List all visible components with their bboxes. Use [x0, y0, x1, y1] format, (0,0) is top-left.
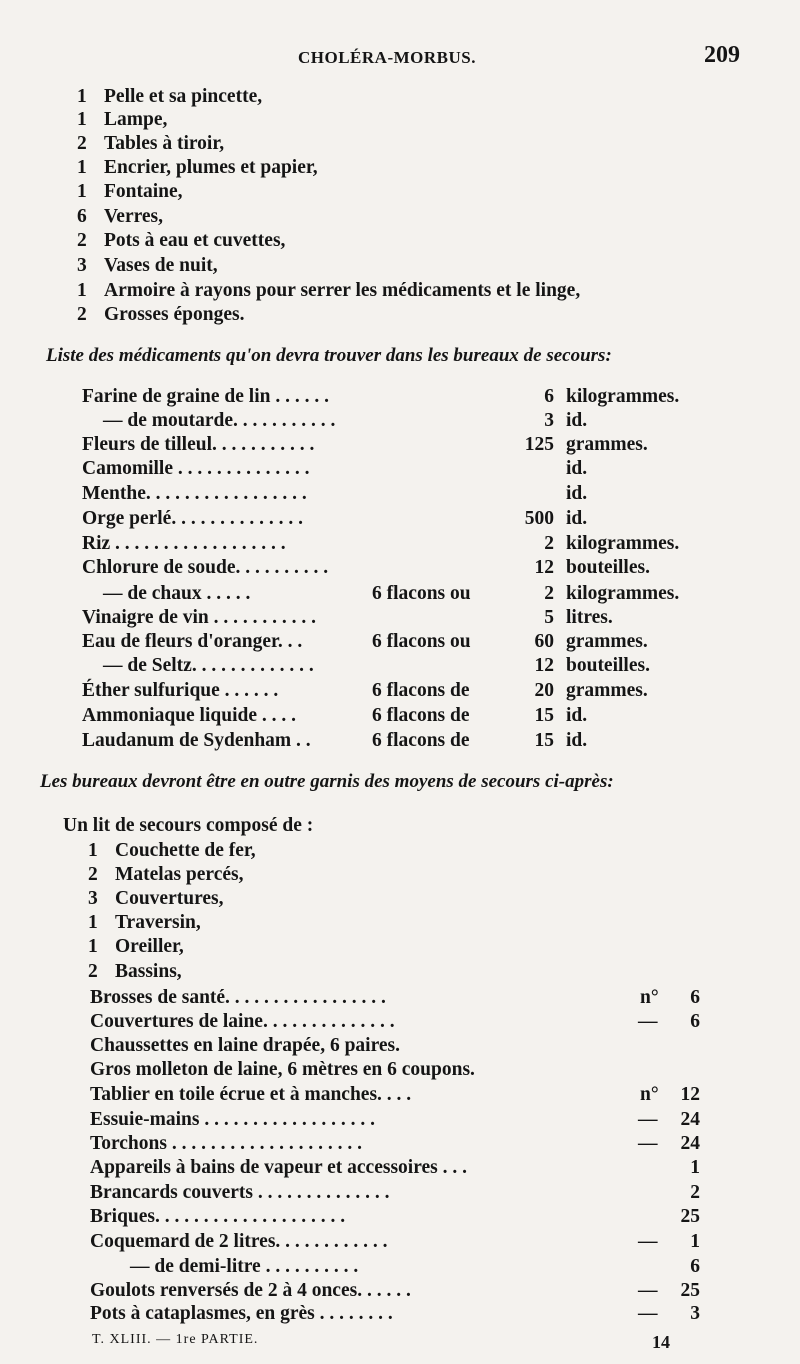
secours-item — [0, 1084, 800, 1108]
medicament-amount: 12 — [534, 655, 554, 676]
medicament-name: Farine de graine de lin . . . . . . — [82, 386, 329, 407]
lit-title-text: Un lit de secours composé de : — [63, 815, 314, 836]
medicament-amount: 3 — [544, 410, 554, 431]
item-quantity: 2 — [77, 304, 87, 325]
item-quantity: 1 — [88, 912, 98, 933]
furniture-item — [0, 255, 800, 279]
item-label: Pelle et sa pincette, — [104, 86, 263, 107]
item-label: Tables à tiroir, — [104, 133, 225, 154]
item-label: Encrier, plumes et papier, — [104, 157, 318, 178]
medicament-amount: 2 — [544, 533, 554, 554]
item-prefix: — — [638, 1011, 658, 1032]
item-label: — de demi-litre . . . . . . . . . . — [130, 1256, 359, 1277]
item-quantity: 1 — [77, 157, 87, 178]
medicament-unit: id. — [566, 508, 588, 529]
item-quantity: 1 — [690, 1157, 700, 1178]
medicament-name: Ammoniaque liquide . . . . — [82, 705, 296, 726]
item-quantity: 1 — [88, 840, 98, 861]
medicament-amount: 500 — [524, 508, 554, 529]
item-label: Fontaine, — [104, 181, 183, 202]
item-prefix: — — [638, 1280, 658, 1301]
medicament-flacons: 6 flacons ou — [372, 583, 471, 604]
item-quantity: 24 — [680, 1133, 700, 1154]
lit-item — [0, 864, 800, 888]
item-label: Coquemard de 2 litres. . . . . . . . . . . . — [90, 1231, 388, 1252]
secours-item — [0, 1182, 800, 1206]
medicament-unit: bouteilles. — [566, 557, 650, 578]
item-quantity: 12 — [680, 1084, 700, 1105]
medicament-amount: 15 — [534, 730, 554, 751]
medicament-row — [0, 533, 800, 557]
medicament-row — [0, 730, 800, 754]
item-label: Goulots renversés de 2 à 4 onces. . . . . . — [90, 1280, 411, 1301]
medicament-row — [0, 655, 800, 679]
medicament-unit: id. — [566, 483, 588, 504]
sheet-number: 14 — [652, 1332, 670, 1352]
furniture-item — [0, 304, 800, 328]
medicament-name: — de chaux . . . . . — [103, 583, 251, 604]
item-quantity: 2 — [77, 133, 87, 154]
furniture-item — [0, 133, 800, 157]
item-label: Couvertures, — [115, 888, 224, 909]
item-prefix: — — [638, 1231, 658, 1252]
medicament-amount: 5 — [544, 607, 554, 628]
item-label: Brosses de santé. . . . . . . . . . . . . . . . . — [90, 987, 386, 1008]
secours-item — [0, 987, 800, 1011]
item-prefix: n° — [640, 1084, 659, 1105]
lit-item — [0, 840, 800, 864]
item-label: Couchette de fer, — [115, 840, 256, 861]
item-label: Couvertures de laine. . . . . . . . . . . . . . — [90, 1011, 395, 1032]
item-quantity: 25 — [680, 1206, 700, 1227]
medicament-row — [0, 583, 800, 607]
medicament-unit: id. — [566, 730, 588, 751]
secours-item — [0, 1011, 800, 1035]
medicament-amount: 60 — [534, 631, 554, 652]
medicament-unit: bouteilles. — [566, 655, 650, 676]
furniture-item — [0, 109, 800, 133]
page-header — [0, 42, 800, 72]
medicament-row — [0, 434, 800, 458]
medicament-row — [0, 631, 800, 655]
furniture-item — [0, 206, 800, 230]
lit-title — [0, 815, 800, 839]
heading-text: Les bureaux devront être en outre garnis des moyens de secours ci-après: — [40, 771, 614, 792]
item-quantity: 25 — [680, 1280, 700, 1301]
item-prefix: n° — [640, 987, 659, 1008]
lit-item — [0, 912, 800, 936]
item-quantity: 1 — [77, 109, 87, 130]
item-prefix: — — [638, 1109, 658, 1130]
secours-item — [0, 1231, 800, 1255]
item-quantity: 3 — [77, 255, 87, 276]
medicament-name: Riz . . . . . . . . . . . . . . . . . . — [82, 533, 286, 554]
furniture-item — [0, 230, 800, 254]
item-quantity: 3 — [690, 1303, 700, 1324]
medicament-name: — de Seltz. . . . . . . . . . . . . — [103, 655, 314, 676]
medicament-unit: grammes. — [566, 434, 648, 455]
medicament-name: Camomille . . . . . . . . . . . . . . — [82, 458, 310, 479]
item-label: Appareils à bains de vapeur et accessoires . . . — [90, 1157, 468, 1178]
item-quantity: 1 — [77, 86, 87, 107]
furniture-item — [0, 280, 800, 304]
medicament-row — [0, 607, 800, 631]
item-label: Armoire à rayons pour serrer les médicaments et le linge, — [104, 280, 581, 301]
medicament-name: — de moutarde. . . . . . . . . . . — [103, 410, 336, 431]
item-label: Torchons . . . . . . . . . . . . . . . . . . . . — [90, 1133, 362, 1154]
item-quantity: 6 — [690, 987, 700, 1008]
item-quantity: 2 — [88, 864, 98, 885]
medicament-flacons: 6 flacons ou — [372, 631, 471, 652]
medicament-unit: grammes. — [566, 631, 648, 652]
item-quantity: 1 — [690, 1231, 700, 1252]
item-label: Matelas percés, — [115, 864, 244, 885]
medicament-row — [0, 557, 800, 581]
medicament-flacons: 6 flacons de — [372, 730, 470, 751]
medicament-amount: 2 — [544, 583, 554, 604]
medicament-unit: kilogrammes. — [566, 583, 680, 604]
item-quantity: 1 — [88, 936, 98, 957]
item-label: Gros molleton de laine, 6 mètres en 6 coupons. — [90, 1059, 475, 1080]
item-label: Grosses éponges. — [104, 304, 245, 325]
medicament-unit: id. — [566, 705, 588, 726]
item-label: Tablier en toile écrue et à manches. . . . — [90, 1084, 412, 1105]
item-label: Oreiller, — [115, 936, 184, 957]
item-quantity: 24 — [680, 1109, 700, 1130]
medicament-name: Orge perlé. . . . . . . . . . . . . . — [82, 508, 303, 529]
medicament-name: Chlorure de soude. . . . . . . . . . — [82, 557, 329, 578]
item-label: Traversin, — [115, 912, 201, 933]
furniture-item — [0, 157, 800, 181]
medicament-flacons: 6 flacons de — [372, 705, 470, 726]
item-quantity: 3 — [88, 888, 98, 909]
secours-item — [0, 1059, 800, 1083]
item-label: Briques. . . . . . . . . . . . . . . . . . . . — [90, 1206, 346, 1227]
medicament-amount: 125 — [524, 434, 554, 455]
item-label: Vases de nuit, — [104, 255, 218, 276]
medicament-unit: grammes. — [566, 680, 648, 701]
item-quantity: 2 — [88, 961, 98, 982]
medicament-name: Menthe. . . . . . . . . . . . . . . . . — [82, 483, 307, 504]
medicament-amount: 12 — [534, 557, 554, 578]
medicament-row — [0, 680, 800, 704]
medicament-unit: litres. — [566, 607, 613, 628]
item-quantity: 1 — [77, 280, 87, 301]
medicament-name: Vinaigre de vin . . . . . . . . . . . — [82, 607, 317, 628]
item-label: Verres, — [104, 206, 164, 227]
secours-item — [0, 1303, 800, 1327]
item-quantity: 2 — [77, 230, 87, 251]
item-prefix: — — [638, 1303, 658, 1324]
medicaments-heading — [0, 345, 800, 369]
secours-item — [0, 1133, 800, 1157]
item-label: Pots à cataplasmes, en grès . . . . . . . . — [90, 1303, 393, 1324]
medicament-name: Laudanum de Sydenham . . — [82, 730, 311, 751]
medicament-amount: 20 — [534, 680, 554, 701]
lit-item — [0, 888, 800, 912]
item-label: Bassins, — [115, 961, 182, 982]
medicament-row — [0, 386, 800, 410]
item-label: Brancards couverts . . . . . . . . . . . . . . — [90, 1182, 390, 1203]
signature-mark: T. XLIII. — 1re PARTIE. — [92, 1332, 259, 1347]
medicament-unit: kilogrammes. — [566, 386, 680, 407]
item-quantity: 6 — [690, 1011, 700, 1032]
item-prefix: — — [638, 1133, 658, 1154]
medicament-row — [0, 410, 800, 434]
item-label: Essuie-mains . . . . . . . . . . . . . . . . . . — [90, 1109, 375, 1130]
medicament-amount: 6 — [544, 386, 554, 407]
item-quantity: 6 — [690, 1256, 700, 1277]
lit-item — [0, 936, 800, 960]
heading-text: Liste des médicaments qu'on devra trouver dans les bureaux de secours: — [46, 345, 612, 366]
secours-item — [0, 1256, 800, 1280]
medicament-name: Éther sulfurique . . . . . . — [82, 680, 279, 701]
medicament-row — [0, 508, 800, 532]
medicament-amount: 15 — [534, 705, 554, 726]
lit-item — [0, 961, 800, 985]
secours-item — [0, 1206, 800, 1230]
medicament-row — [0, 483, 800, 507]
medicament-row — [0, 705, 800, 729]
medicament-unit: kilogrammes. — [566, 533, 680, 554]
item-quantity: 1 — [77, 181, 87, 202]
page-number: 209 — [704, 42, 740, 68]
furniture-item — [0, 86, 800, 110]
secours-item — [0, 1280, 800, 1304]
item-quantity: 6 — [77, 206, 87, 227]
secours-item — [0, 1157, 800, 1181]
secours-item — [0, 1035, 800, 1059]
item-quantity: 2 — [690, 1182, 700, 1203]
medicament-flacons: 6 flacons de — [372, 680, 470, 701]
page-footer — [0, 1332, 800, 1356]
item-label: Lampe, — [104, 109, 168, 130]
medicament-unit: id. — [566, 410, 588, 431]
furniture-item — [0, 181, 800, 205]
running-title: CHOLÉRA-MORBUS. — [298, 48, 476, 67]
medicament-row — [0, 458, 800, 482]
medicament-name: Fleurs de tilleul. . . . . . . . . . . — [82, 434, 315, 455]
secours-item — [0, 1109, 800, 1133]
item-label: Pots à eau et cuvettes, — [104, 230, 286, 251]
medicament-unit: id. — [566, 458, 588, 479]
secours-heading — [0, 771, 800, 795]
item-label: Chaussettes en laine drapée, 6 paires. — [90, 1035, 401, 1056]
medicament-name: Eau de fleurs d'oranger. . . — [82, 631, 303, 652]
